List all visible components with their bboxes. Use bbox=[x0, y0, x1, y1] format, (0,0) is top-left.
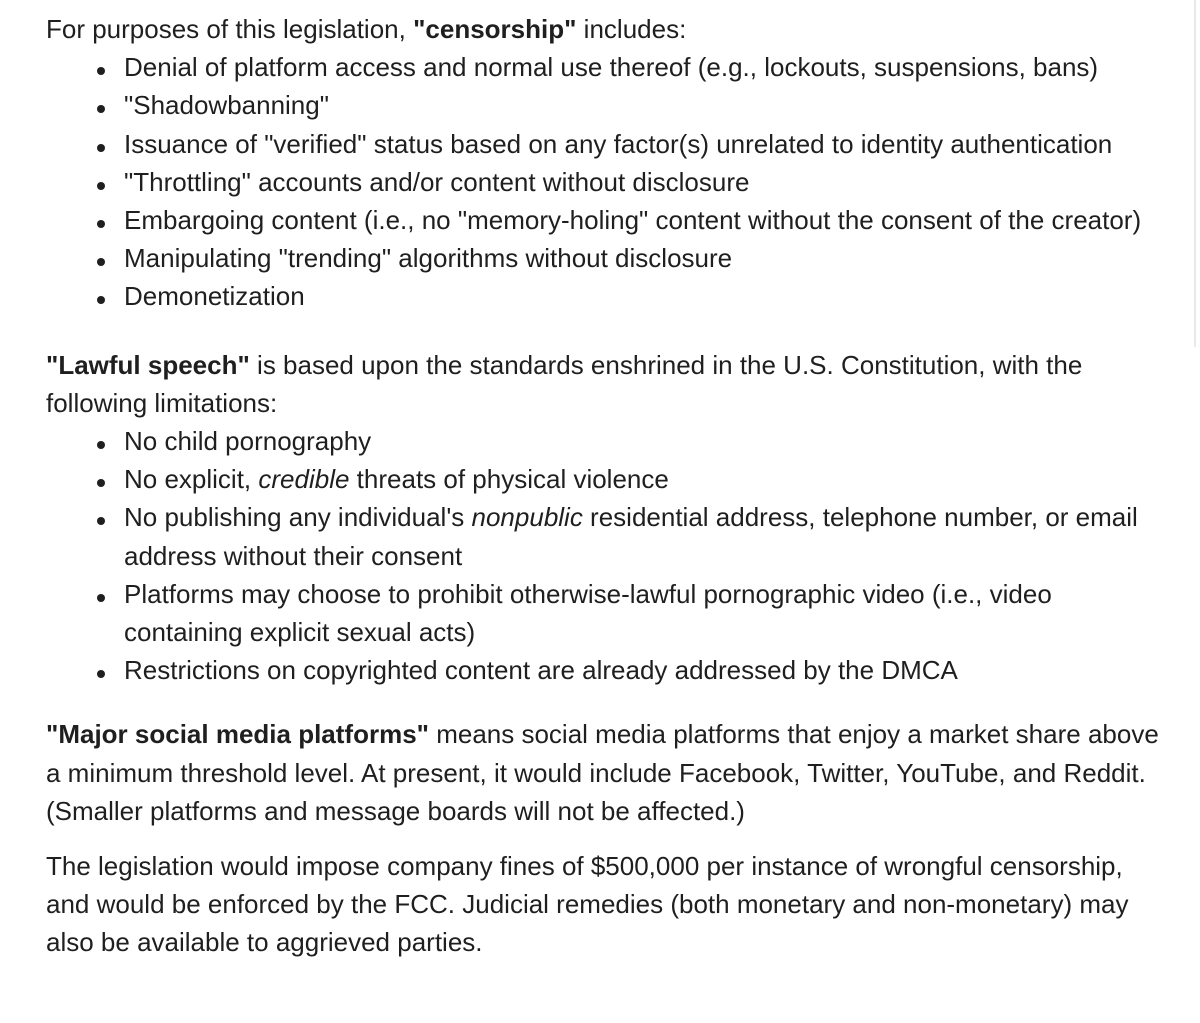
censorship-list bbox=[46, 48, 1196, 315]
list-item bbox=[124, 86, 1196, 124]
text-segment: "Lawful speech" bbox=[46, 349, 250, 380]
text-segment: threats of physical violence bbox=[349, 464, 669, 495]
text-segment: also be available to aggrieved parties. bbox=[46, 927, 483, 958]
list-item bbox=[124, 460, 1196, 498]
list-item bbox=[124, 201, 1196, 239]
list-item bbox=[124, 498, 1196, 574]
text-segment: No publishing any individual's bbox=[124, 502, 472, 533]
text-segment: a minimum threshold level. At present, it would include Facebook, Twitter, YouTube, and Reddit. bbox=[46, 757, 1146, 788]
text-segment: "Shadowbanning" bbox=[124, 90, 329, 121]
text-segment: Demonetization bbox=[124, 281, 305, 312]
text-segment: means social media platforms that enjoy a market share above bbox=[428, 719, 1159, 750]
text-segment: address without their consent bbox=[124, 540, 463, 571]
paragraph-enforcement bbox=[46, 847, 1196, 962]
text-segment: containing explicit sexual acts) bbox=[124, 617, 476, 648]
text-segment: Embargoing content (i.e., no "memory-holing" content without the consent of the creator) bbox=[124, 205, 1142, 236]
text-segment: Issuance of "verified" status based on any factor(s) unrelated to identity authentication bbox=[124, 128, 1113, 159]
text-segment: following limitations: bbox=[46, 387, 278, 418]
page-edge-line bbox=[1194, 0, 1196, 347]
list-item bbox=[124, 575, 1196, 651]
text-segment: credible bbox=[258, 464, 350, 495]
text-segment: For purposes of this legislation, bbox=[46, 14, 414, 44]
text-segment: The legislation would impose company fines of $500,000 per instance of wrongful censorship, bbox=[46, 851, 1123, 882]
text-segment: Restrictions on copyrighted content are already addressed by the DMCA bbox=[124, 655, 958, 686]
list-item bbox=[124, 277, 1196, 315]
list-item bbox=[124, 239, 1196, 277]
text-segment: No child pornography bbox=[124, 426, 372, 457]
document-body bbox=[46, 0, 1196, 962]
paragraph-major-platforms bbox=[46, 715, 1196, 830]
list-item bbox=[124, 125, 1196, 163]
list-item bbox=[124, 422, 1196, 460]
list-item bbox=[124, 651, 1196, 689]
paragraph-censorship-intro bbox=[46, 10, 1196, 48]
paragraph-lawful-speech bbox=[46, 346, 1196, 422]
text-segment: is based upon the standards enshrined in the U.S. Constitution, with the bbox=[249, 349, 1083, 380]
text-segment: (Smaller platforms and message boards will not be affected.) bbox=[46, 795, 745, 826]
text-segment: includes: bbox=[576, 14, 687, 44]
text-segment: and would be enforced by the FCC. Judicial remedies (both monetary and non-monetary) may bbox=[46, 889, 1129, 920]
text-segment: Denial of platform access and normal use thereof (e.g., lockouts, suspensions, bans) bbox=[124, 52, 1099, 83]
text-segment: residential address, telephone number, or email bbox=[582, 502, 1138, 533]
text-segment: nonpublic bbox=[471, 502, 583, 533]
list-item bbox=[124, 48, 1196, 86]
text-segment: "Throttling" accounts and/or content without disclosure bbox=[124, 166, 750, 197]
lawful-speech-list bbox=[46, 422, 1196, 689]
text-segment: "Major social media platforms" bbox=[46, 719, 429, 750]
text-segment: "censorship" bbox=[413, 14, 577, 44]
text-segment: Manipulating "trending" algorithms without disclosure bbox=[124, 243, 733, 274]
list-item bbox=[124, 163, 1196, 201]
text-segment: No explicit, bbox=[124, 464, 259, 495]
text-segment: Platforms may choose to prohibit otherwise-lawful pornographic video (i.e., video bbox=[124, 578, 1052, 609]
